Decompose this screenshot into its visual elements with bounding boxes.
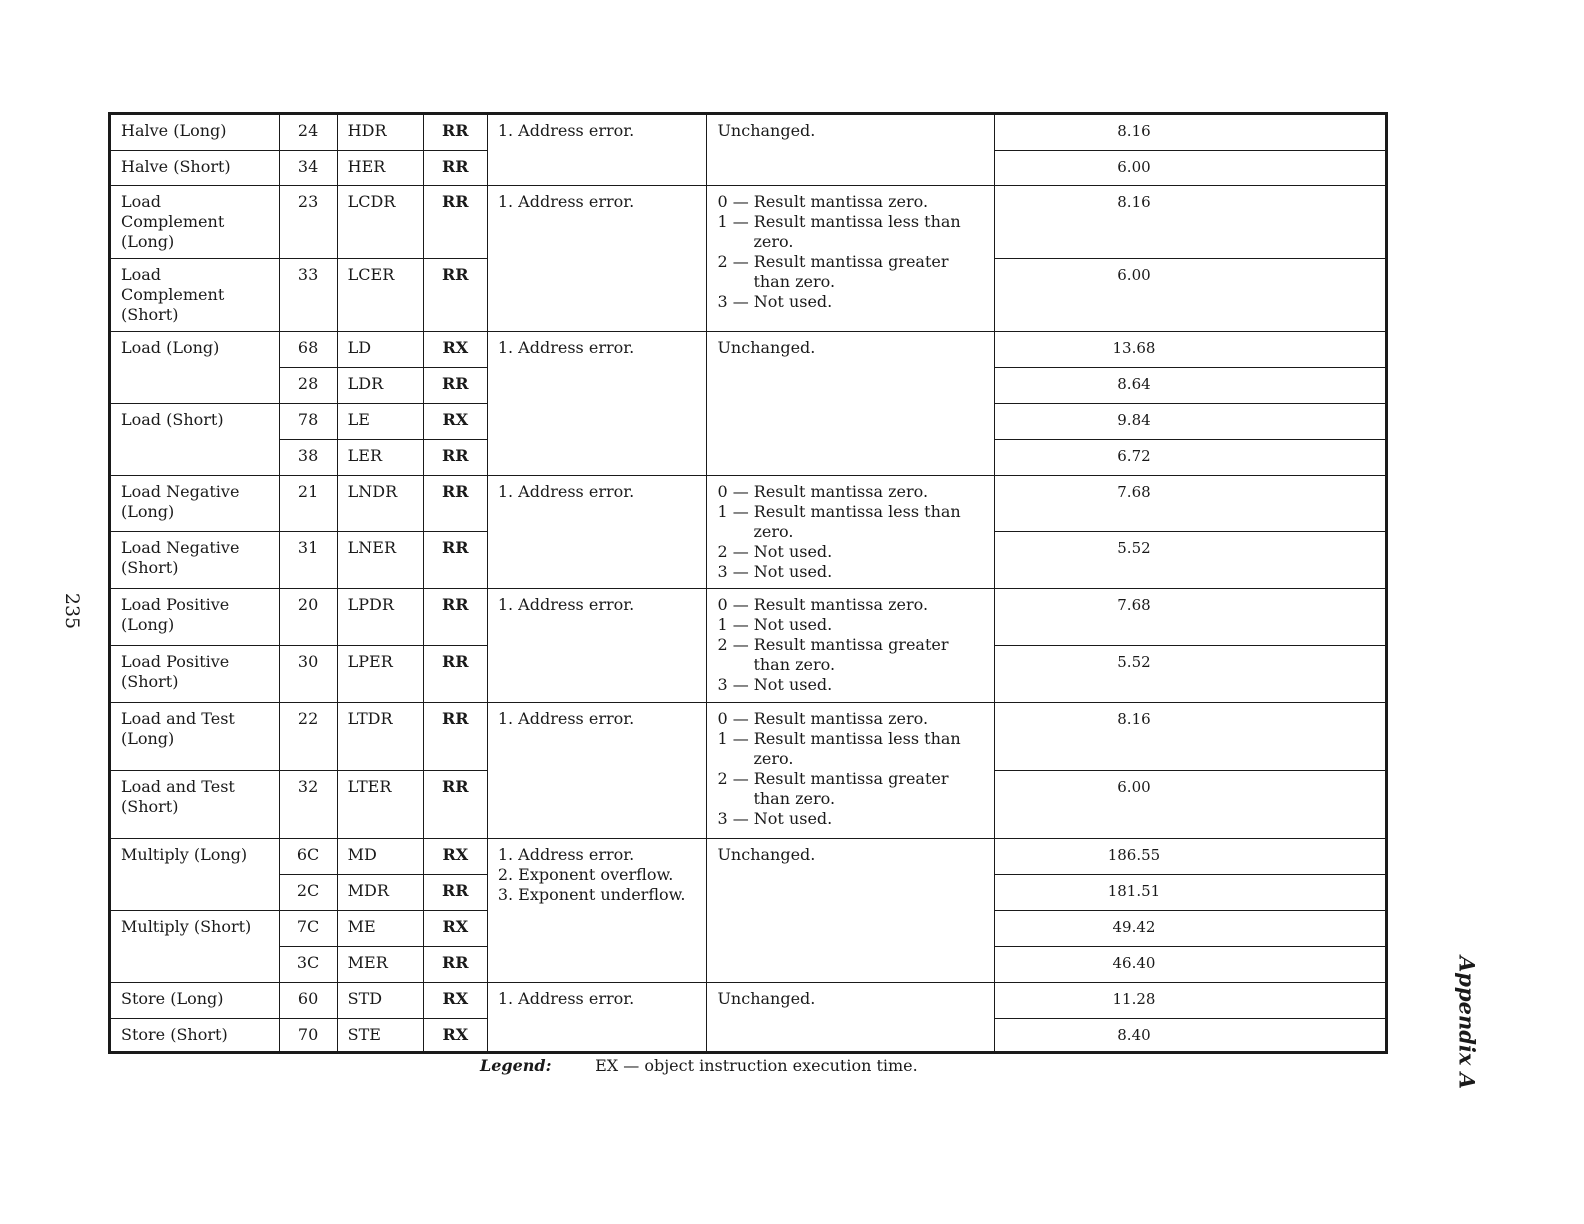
instruction-name: Halve (Short) xyxy=(110,151,280,186)
format: RR xyxy=(423,259,487,332)
op-code: 6C xyxy=(279,839,337,875)
format: RR xyxy=(423,703,487,771)
exceptions: 1. Address error. xyxy=(487,983,707,1053)
execution-time: 6.00 xyxy=(994,151,1386,186)
execution-time: 49.42 xyxy=(994,911,1386,947)
table-row xyxy=(110,983,1387,1019)
mnemonic: ME xyxy=(337,911,423,947)
condition-code: Unchanged. xyxy=(707,839,995,983)
exceptions: 1. Address error. xyxy=(487,703,707,839)
table-row xyxy=(110,589,1387,646)
format: RX xyxy=(423,404,487,440)
condition-code: 0 — Result mantissa zero. 1 — Not used. 2 — Result mantissa greater than zero. 3 — Not used. xyxy=(707,589,995,703)
condition-code: Unchanged. xyxy=(707,332,995,476)
instruction-name: Multiply (Long) xyxy=(110,839,280,911)
instruction-name: Load Positive (Short) xyxy=(110,646,280,703)
instruction-name: Load (Short) xyxy=(110,404,280,476)
op-code: 23 xyxy=(279,186,337,259)
format: RR xyxy=(423,114,487,151)
op-code: 32 xyxy=(279,771,337,839)
execution-time: 13.68 xyxy=(994,332,1386,368)
format: RR xyxy=(423,947,487,983)
exceptions: 1. Address error. xyxy=(487,476,707,589)
mnemonic: LTER xyxy=(337,771,423,839)
execution-time: 8.16 xyxy=(994,114,1386,151)
format: RR xyxy=(423,589,487,646)
mnemonic: LNDR xyxy=(337,476,423,532)
format: RR xyxy=(423,476,487,532)
op-code: 30 xyxy=(279,646,337,703)
op-code: 2C xyxy=(279,875,337,911)
execution-time: 8.16 xyxy=(994,703,1386,771)
condition-code: Unchanged. xyxy=(707,114,995,186)
condition-code: 0 — Result mantissa zero. 1 — Result mantissa less than zero. 2 — Not used. 3 — Not used. xyxy=(707,476,995,589)
exceptions: 1. Address error. xyxy=(487,114,707,186)
op-code: 68 xyxy=(279,332,337,368)
mnemonic: HDR xyxy=(337,114,423,151)
instruction-name: Load Complement (Short) xyxy=(110,259,280,332)
op-code: 70 xyxy=(279,1019,337,1053)
instruction-name: Load Positive (Long) xyxy=(110,589,280,646)
op-code: 20 xyxy=(279,589,337,646)
execution-time: 6.00 xyxy=(994,259,1386,332)
execution-time: 8.16 xyxy=(994,186,1386,259)
mnemonic: MDR xyxy=(337,875,423,911)
execution-time: 7.68 xyxy=(994,476,1386,532)
op-code: 60 xyxy=(279,983,337,1019)
execution-time: 8.40 xyxy=(994,1019,1386,1053)
mnemonic: MD xyxy=(337,839,423,875)
op-code: 22 xyxy=(279,703,337,771)
exceptions: 1. Address error. xyxy=(487,332,707,476)
instruction-name: Multiply (Short) xyxy=(110,911,280,983)
execution-time: 9.84 xyxy=(994,404,1386,440)
execution-time: 181.51 xyxy=(994,875,1386,911)
execution-time: 5.52 xyxy=(994,532,1386,589)
op-code: 21 xyxy=(279,476,337,532)
op-code: 7C xyxy=(279,911,337,947)
instruction-name: Load (Long) xyxy=(110,332,280,404)
format: RX xyxy=(423,911,487,947)
condition-code: 0 — Result mantissa zero. 1 — Result mantissa less than zero. 2 — Result mantissa greater than zero. 3 — Not used. xyxy=(707,186,995,332)
mnemonic: STE xyxy=(337,1019,423,1053)
op-code: 34 xyxy=(279,151,337,186)
mnemonic: MER xyxy=(337,947,423,983)
condition-code: Unchanged. xyxy=(707,983,995,1053)
format: RX xyxy=(423,332,487,368)
page-number: 235 xyxy=(61,592,83,630)
format: RR xyxy=(423,368,487,404)
mnemonic: STD xyxy=(337,983,423,1019)
format: RR xyxy=(423,151,487,186)
mnemonic: LDR xyxy=(337,368,423,404)
table-row xyxy=(110,839,1387,875)
table-row xyxy=(110,114,1387,151)
op-code: 78 xyxy=(279,404,337,440)
condition-code: 0 — Result mantissa zero. 1 — Result mantissa less than zero. 2 — Result mantissa greater than zero. 3 — Not used. xyxy=(707,703,995,839)
exceptions: 1. Address error. 2. Exponent overflow. 3. Exponent underflow. xyxy=(487,839,707,983)
execution-time: 6.00 xyxy=(994,771,1386,839)
op-code: 28 xyxy=(279,368,337,404)
instruction-name: Load Negative (Short) xyxy=(110,532,280,589)
mnemonic: LPER xyxy=(337,646,423,703)
mnemonic: LPDR xyxy=(337,589,423,646)
exceptions: 1. Address error. xyxy=(487,589,707,703)
instruction-name: Store (Long) xyxy=(110,983,280,1019)
legend-text: EX — object instruction execution time. xyxy=(595,1056,918,1075)
mnemonic: HER xyxy=(337,151,423,186)
execution-time: 186.55 xyxy=(994,839,1386,875)
legend xyxy=(480,1056,918,1075)
instruction-name: Load Complement (Long) xyxy=(110,186,280,259)
op-code: 31 xyxy=(279,532,337,589)
op-code: 24 xyxy=(279,114,337,151)
execution-time: 46.40 xyxy=(994,947,1386,983)
table-row xyxy=(110,476,1387,532)
format: RR xyxy=(423,875,487,911)
format: RX xyxy=(423,983,487,1019)
mnemonic: LNER xyxy=(337,532,423,589)
instruction-timing-table xyxy=(108,112,1388,1054)
mnemonic: LER xyxy=(337,440,423,476)
format: RX xyxy=(423,1019,487,1053)
instruction-name: Load and Test (Short) xyxy=(110,771,280,839)
format: RR xyxy=(423,532,487,589)
format: RR xyxy=(423,440,487,476)
format: RR xyxy=(423,771,487,839)
op-code: 3C xyxy=(279,947,337,983)
table-row xyxy=(110,332,1387,368)
execution-time: 6.72 xyxy=(994,440,1386,476)
op-code: 33 xyxy=(279,259,337,332)
mnemonic: LE xyxy=(337,404,423,440)
appendix-label: Appendix A xyxy=(1454,955,1480,1090)
mnemonic: LCER xyxy=(337,259,423,332)
table-row xyxy=(110,703,1387,771)
table-row xyxy=(110,186,1387,259)
format: RR xyxy=(423,186,487,259)
mnemonic: LD xyxy=(337,332,423,368)
execution-time: 11.28 xyxy=(994,983,1386,1019)
legend-label: Legend: xyxy=(480,1056,552,1075)
instruction-name: Load and Test (Long) xyxy=(110,703,280,771)
format: RR xyxy=(423,646,487,703)
mnemonic: LCDR xyxy=(337,186,423,259)
execution-time: 7.68 xyxy=(994,589,1386,646)
instruction-name: Load Negative (Long) xyxy=(110,476,280,532)
instruction-name: Store (Short) xyxy=(110,1019,280,1053)
format: RX xyxy=(423,839,487,875)
op-code: 38 xyxy=(279,440,337,476)
exceptions: 1. Address error. xyxy=(487,186,707,332)
execution-time: 5.52 xyxy=(994,646,1386,703)
instruction-name: Halve (Long) xyxy=(110,114,280,151)
execution-time: 8.64 xyxy=(994,368,1386,404)
mnemonic: LTDR xyxy=(337,703,423,771)
